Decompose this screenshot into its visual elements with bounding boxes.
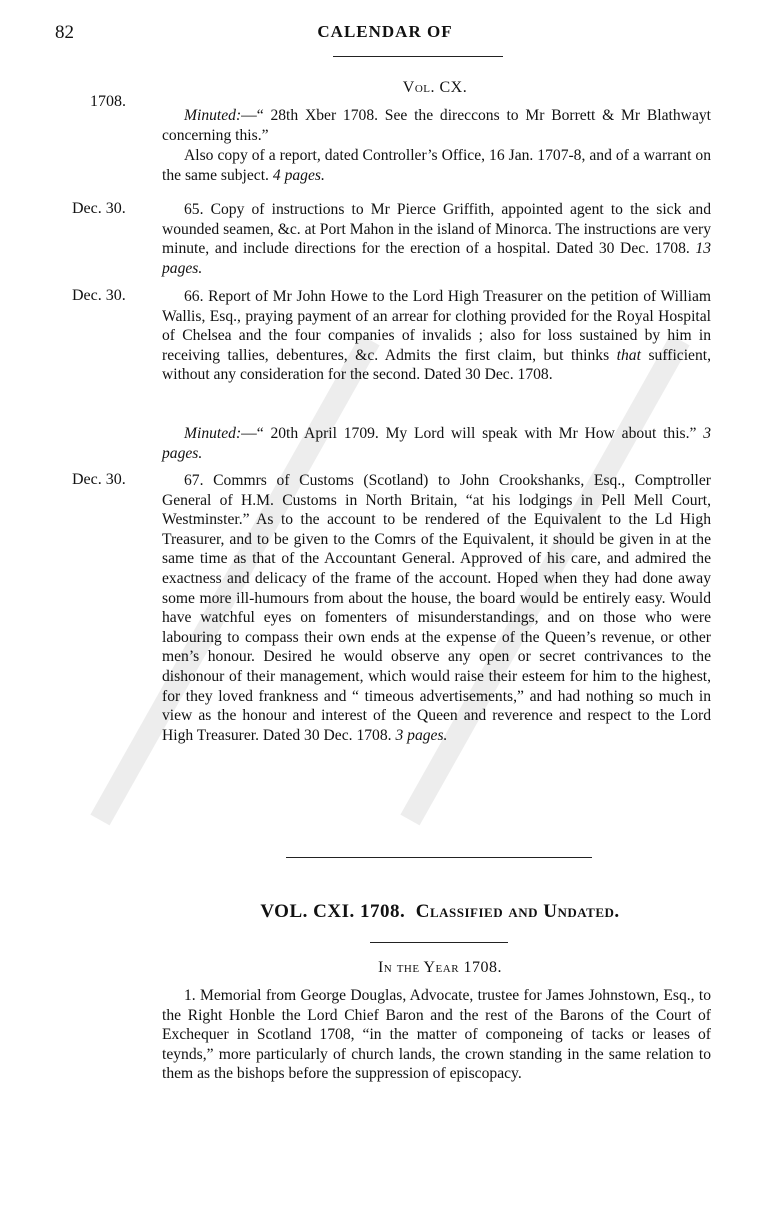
memorial-entry: 1. Memorial from George Douglas, Advocate, trustee for James Johnstown, Esq., to the Right Honble the Lord Chief Baron and the rest of the Barons of the Court of Exchequer in Scotland 1708, “in the matter of componeing of tacks or leases of teynds,” more particularly of church lands, the crown standing in the same relation to them as the bishops before the suppression of episcopacy. xyxy=(162,987,711,1083)
section-rule xyxy=(286,857,592,858)
entry-66: 66. Report of Mr John Howe to the Lord High Treasurer on the petition of William Wallis, Esq., praying payment of an arrear for clothing provided for the Royal Hospital of Chelsea and the four companies of invalids ; also for loss sustained by him in receiving tallies, debentures, &c. Admits the first claim, but thinks that sufficient, without any consideration for the second. Dated 30 Dec. 1708. xyxy=(162,288,711,384)
entry-66-date: Dec. 30. xyxy=(72,287,126,304)
page-number: 82 xyxy=(55,22,74,43)
entry-67: 67. Commrs of Customs (Scotland) to John Crookshanks, Esq., Comptroller General of H.M. Customs in North Britain, “at his lodgings in Pell Mell Court, Westminster.” As to the account to be rendered of the Equivalent to the Ld High Treasurer, and to be given to the Comrs of the Equivalent, it should be given in at the same time as that of the Accountant General. Approved of his care, and admired the exactness and delicacy of the frame of the account. Hoped when they had done away some more ill-humours from about the house, the board would be entirely easy. Would have watchful eyes on fomenters of misunderstandings, and on those who were labouring to compass their own ends at the expense of the Queen’s revenue, or other men’s honour. Desired he would observe any open or secret contrivances to the dishonour of their management, which would raise their esteem for him to the highest, for they loved frankness and “ timeous advertisements,” and had nothing so much in view as the honour and interest of the Queen and reverence and respect to the Lord High Treasurer. Dated 30 Dec. 1708. 3 pages. xyxy=(162,472,711,744)
volume-heading: Vol. CX. xyxy=(402,79,468,96)
side-year: 1708. xyxy=(90,93,126,110)
running-title: CALENDAR OF xyxy=(317,22,453,41)
entry-65-date: Dec. 30. xyxy=(72,200,126,217)
continued-copy: Also copy of a report, dated Controller’s Office, 16 Jan. 1707-8, and of a warrant on the same subject. 4 pages. xyxy=(162,147,711,184)
section-title: VOL. CXI. 1708. Classified and Undated. xyxy=(260,901,620,922)
continued-minute: Minuted:—“ 28th Xber 1708. See the direccons to Mr Borrett & Mr Blathwayt concerning this.” xyxy=(162,107,711,144)
section-title-rule xyxy=(370,942,508,943)
header-rule xyxy=(333,56,503,57)
year-subheading: In the Year 1708. xyxy=(377,959,503,976)
entry-66-minute: Minuted:—“ 20th April 1709. My Lord will speak with Mr How about this.” 3 pages. xyxy=(162,425,711,462)
entry-65: 65. Copy of instructions to Mr Pierce Griffith, appointed agent to the sick and wounded seamen, &c. at Port Mahon in the island of Minorca. The instructions are very minute, and include directions for the erection of a hospital. Dated 30 Dec. 1708. 13 pages. xyxy=(162,201,711,277)
entry-67-date: Dec. 30. xyxy=(72,471,126,488)
